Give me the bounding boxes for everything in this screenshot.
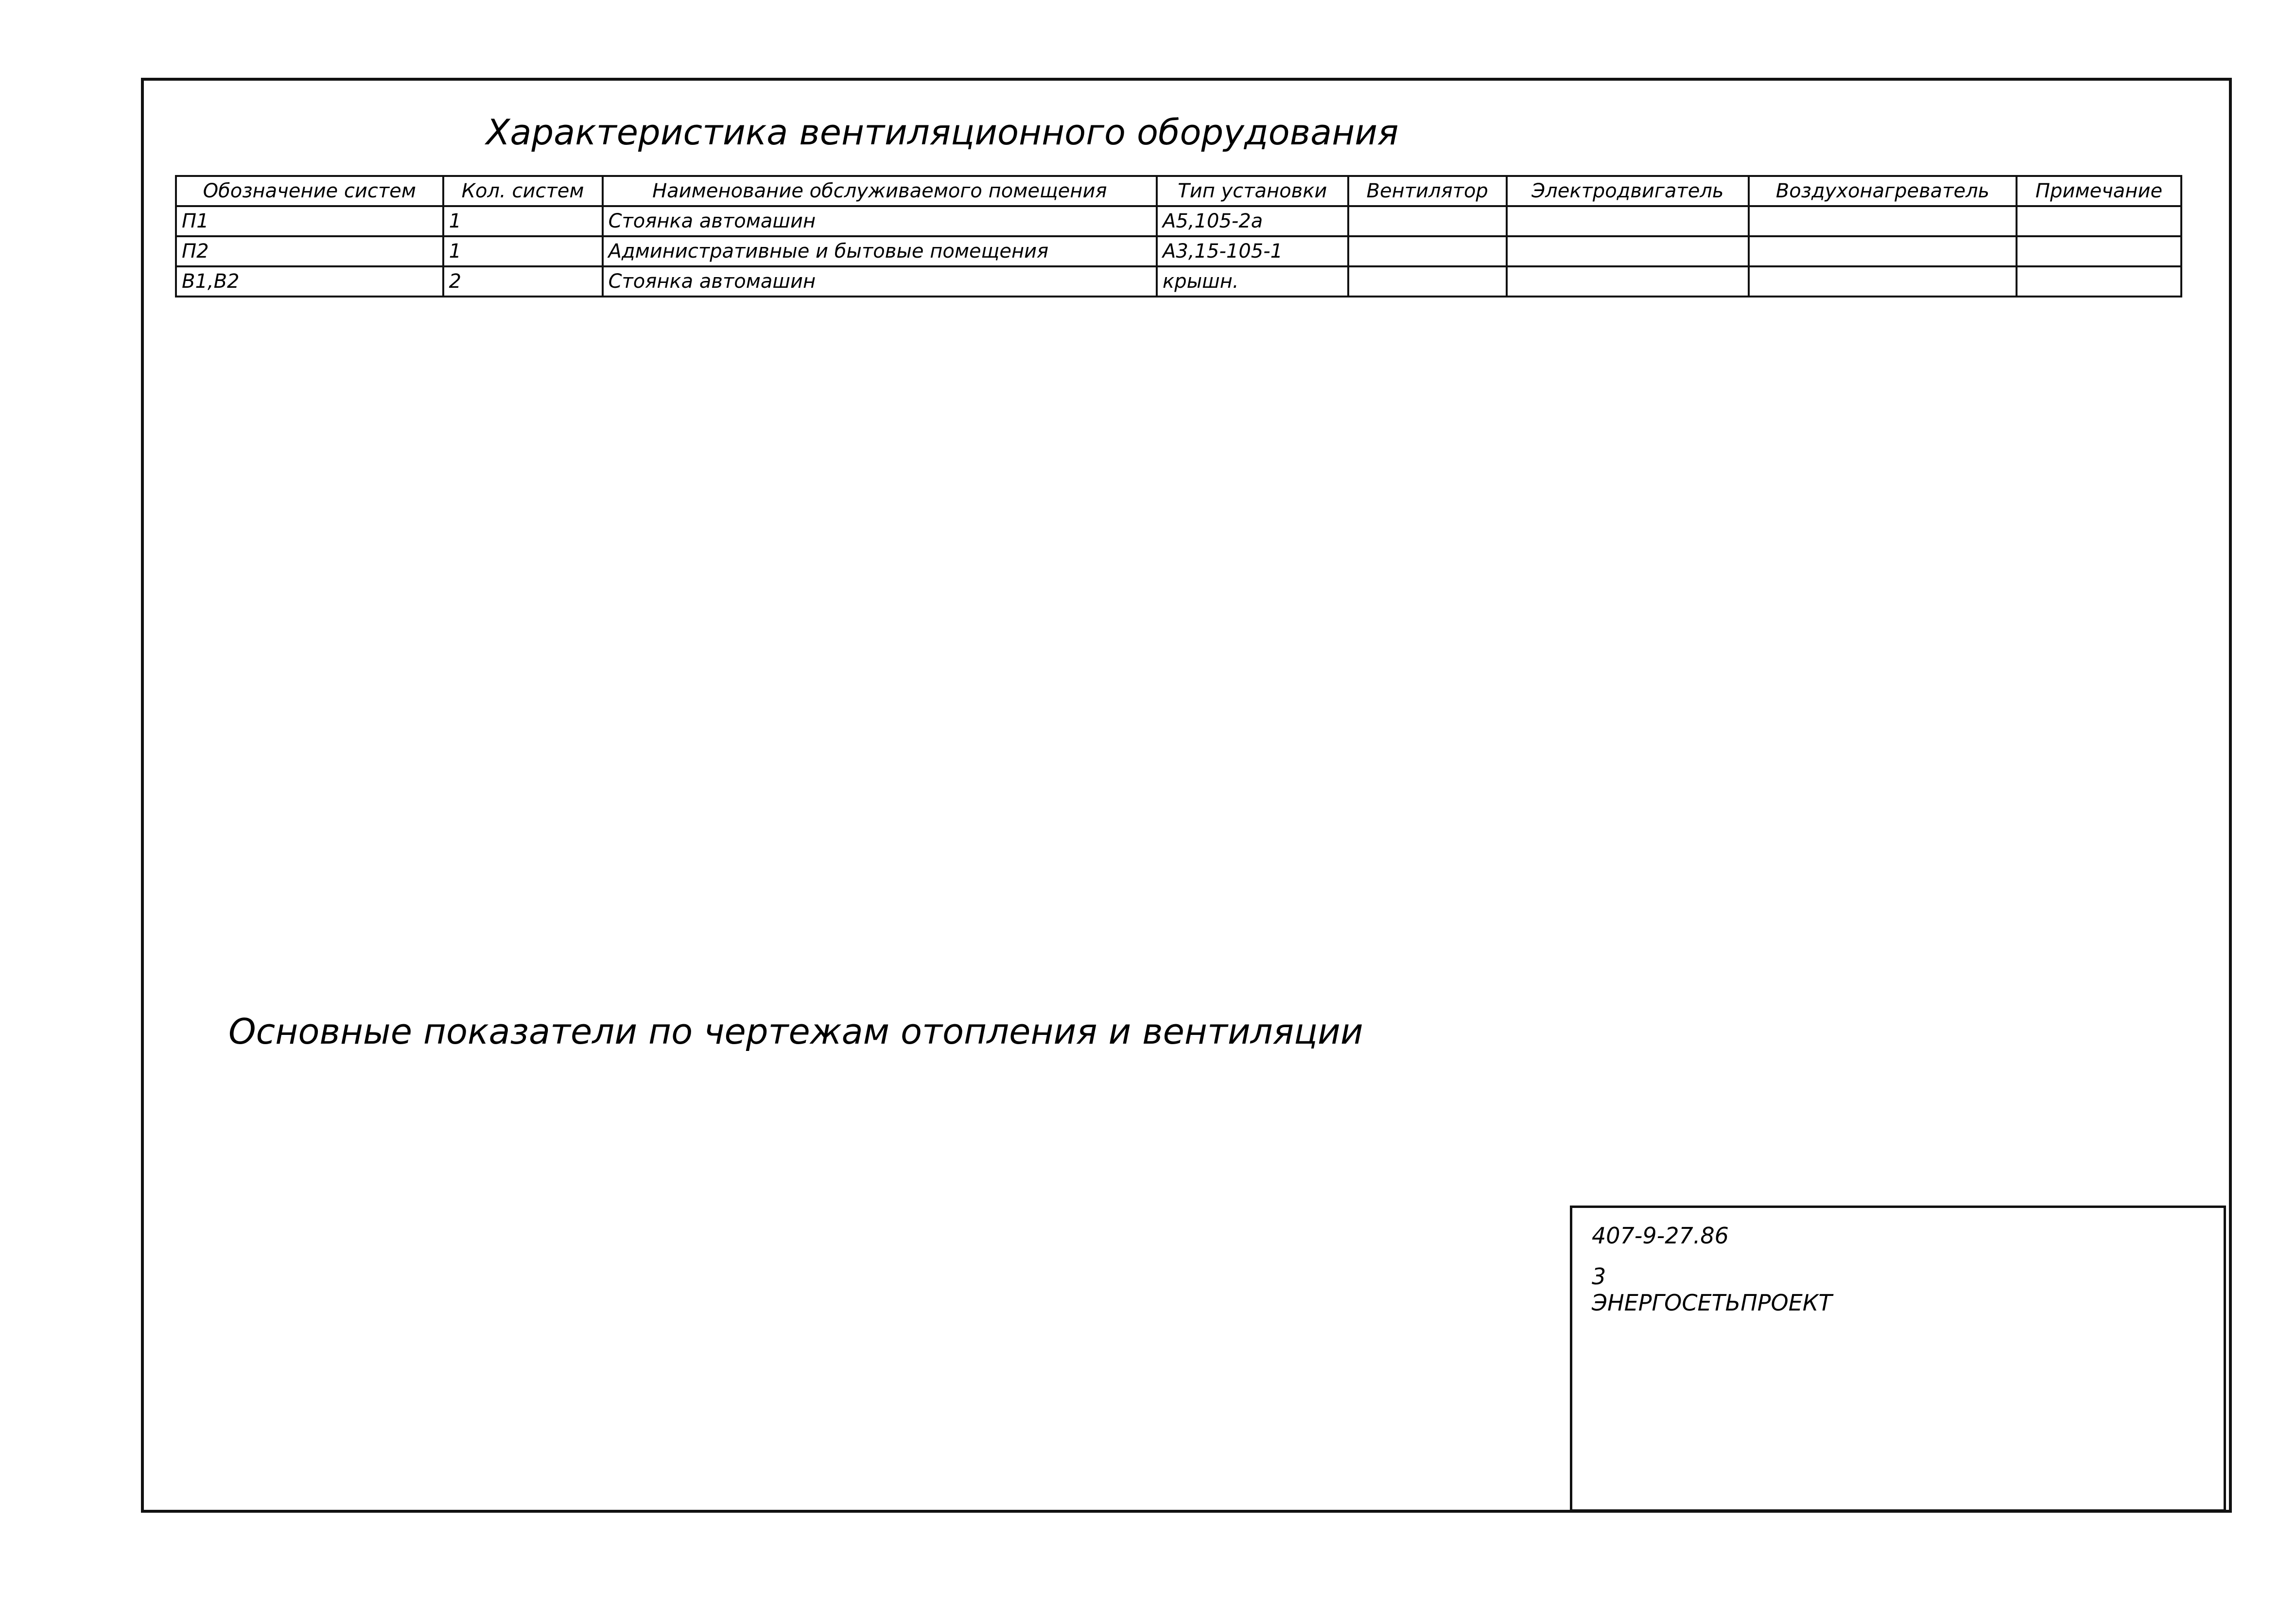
table-row: [176, 236, 2181, 266]
header-cell: Электродвигатель: [1507, 176, 1749, 206]
equipment-table: [175, 175, 2182, 297]
table-cell: [2017, 206, 2181, 236]
table-cell: Стоянка автомашин: [603, 266, 1157, 297]
header-cell: Воздухонагреватель: [1749, 176, 2017, 206]
header-cell: Примечание: [2017, 176, 2181, 206]
table-cell: А5,105-2а: [1157, 206, 1348, 236]
table-cell: [2017, 266, 2181, 297]
table1-title: Характеристика вентиляционного оборудования: [486, 112, 1399, 153]
table-cell: крышн.: [1157, 266, 1348, 297]
table-cell: 2: [443, 266, 603, 297]
header-cell: Вентилятор: [1348, 176, 1507, 206]
table-cell: [1749, 266, 2017, 297]
organization: ЭНЕРГОСЕТЬПРОЕКТ: [1592, 1290, 1832, 1316]
table-cell: П2: [176, 236, 443, 266]
table2-title: Основные показатели по чертежам отопления и вентиляции: [228, 1011, 1363, 1052]
table-cell: А3,15-105-1: [1157, 236, 1348, 266]
table-cell: [1348, 266, 1507, 297]
table-cell: 1: [443, 206, 603, 236]
table-cell: Административные и бытовые помещения: [603, 236, 1157, 266]
header-cell: Тип установки: [1157, 176, 1348, 206]
header-cell: Кол. систем: [443, 176, 603, 206]
table-cell: [1348, 206, 1507, 236]
header-cell: Наименование обслуживаемого помещения: [603, 176, 1157, 206]
table-cell: В1,В2: [176, 266, 443, 297]
table-row: [176, 266, 2181, 297]
table-cell: [1348, 236, 1507, 266]
title-block: [1570, 1206, 2226, 1512]
table-cell: [1507, 206, 1749, 236]
table-cell: [1749, 206, 2017, 236]
table-cell: [1507, 236, 1749, 266]
sheet-number: 3: [1592, 1263, 1606, 1290]
table-cell: [2017, 236, 2181, 266]
table-cell: Стоянка автомашин: [603, 206, 1157, 236]
table-cell: 1: [443, 236, 603, 266]
drawing-code: 407-9-27.86: [1592, 1223, 1729, 1249]
table-cell: [1507, 266, 1749, 297]
table-row: [176, 206, 2181, 236]
table-cell: П1: [176, 206, 443, 236]
table-cell: [1749, 236, 2017, 266]
header-cell: Обозначение систем: [176, 176, 443, 206]
